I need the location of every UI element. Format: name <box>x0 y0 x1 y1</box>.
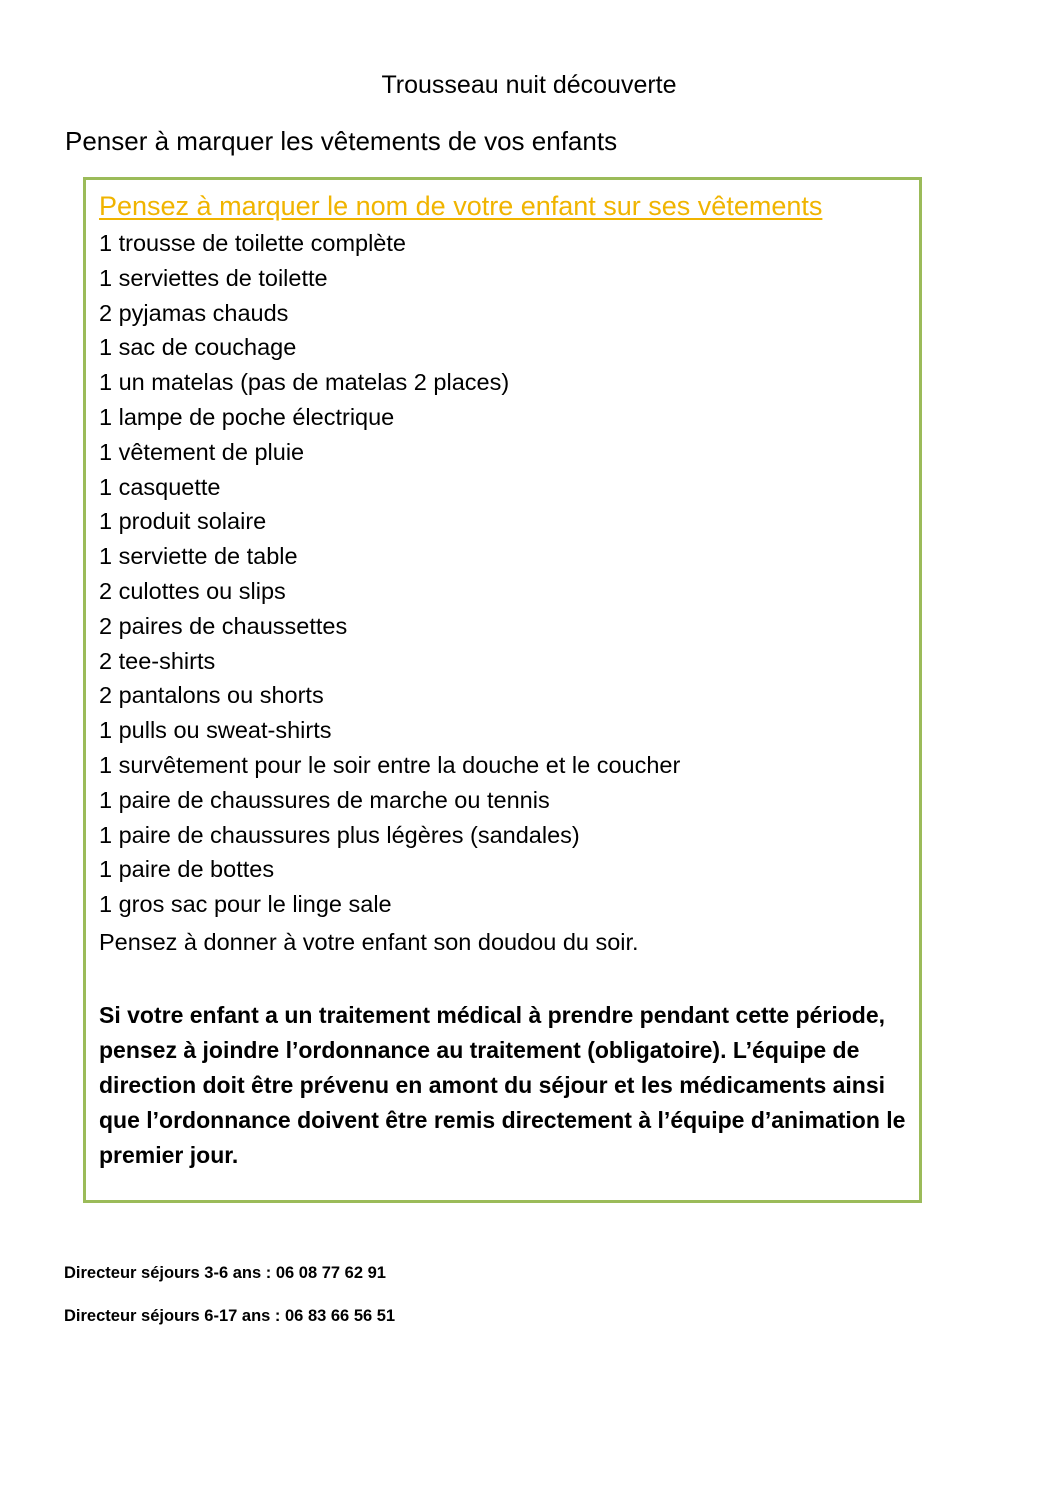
list-item: 1 produit solaire <box>99 508 267 535</box>
list-item: 1 vêtement de pluie <box>99 438 305 465</box>
contact-director-6-17: Directeur séjours 6-17 ans : 06 83 66 56 51 <box>64 1307 396 1325</box>
list-item: 1 pulls ou sweat-shirts <box>99 717 332 744</box>
list-item: 2 paires de chaussettes <box>99 612 348 639</box>
document-title: Trousseau nuit découverte <box>381 71 677 99</box>
list-item: 1 paire de chaussures de marche ou tennis <box>99 786 550 813</box>
list-item: 1 casquette <box>99 473 221 500</box>
medical-note: Si votre enfant a un traitement médical à prendre pendant cette période, pensez à joindre l’ordonnance au traitement (obligatoire). L’équipe de direction doit être prévenu en amont du séjour et les médicaments ainsi que l’ordonnance doivent être remis directement à l’équipe d’animation le premier jour. <box>99 1002 906 1168</box>
list-item: 1 serviette de table <box>99 543 298 570</box>
list-item: 1 survêtement pour le soir entre la douche et le coucher <box>99 751 681 778</box>
list-item: 1 lampe de poche électrique <box>99 403 395 430</box>
document-subtitle: Penser à marquer les vêtements de vos enfants <box>65 126 618 156</box>
list-item: 1 paire de chaussures plus légères (sandales) <box>99 821 580 848</box>
checklist-heading: Pensez à marquer le nom de votre enfant sur ses vêtements <box>99 191 823 221</box>
list-item: 1 gros sac pour le linge sale <box>99 891 392 918</box>
doudou-note: Pensez à donner à votre enfant son doudou du soir. <box>99 929 639 955</box>
list-item: 1 un matelas (pas de matelas 2 places) <box>99 369 510 396</box>
list-item: 2 pyjamas chauds <box>99 299 289 326</box>
list-item: 2 pantalons ou shorts <box>99 682 324 709</box>
list-item: 1 paire de bottes <box>99 856 275 883</box>
contact-director-3-6: Directeur séjours 3-6 ans : 06 08 77 62 91 <box>64 1264 386 1282</box>
checklist-items <box>99 226 680 922</box>
list-item: 1 trousse de toilette complète <box>99 230 406 256</box>
list-item: 1 sac de couchage <box>99 334 297 361</box>
list-item: 1 serviettes de toilette <box>99 264 328 291</box>
list-item: 2 tee-shirts <box>99 647 216 674</box>
list-item: 2 culottes ou slips <box>99 577 286 604</box>
